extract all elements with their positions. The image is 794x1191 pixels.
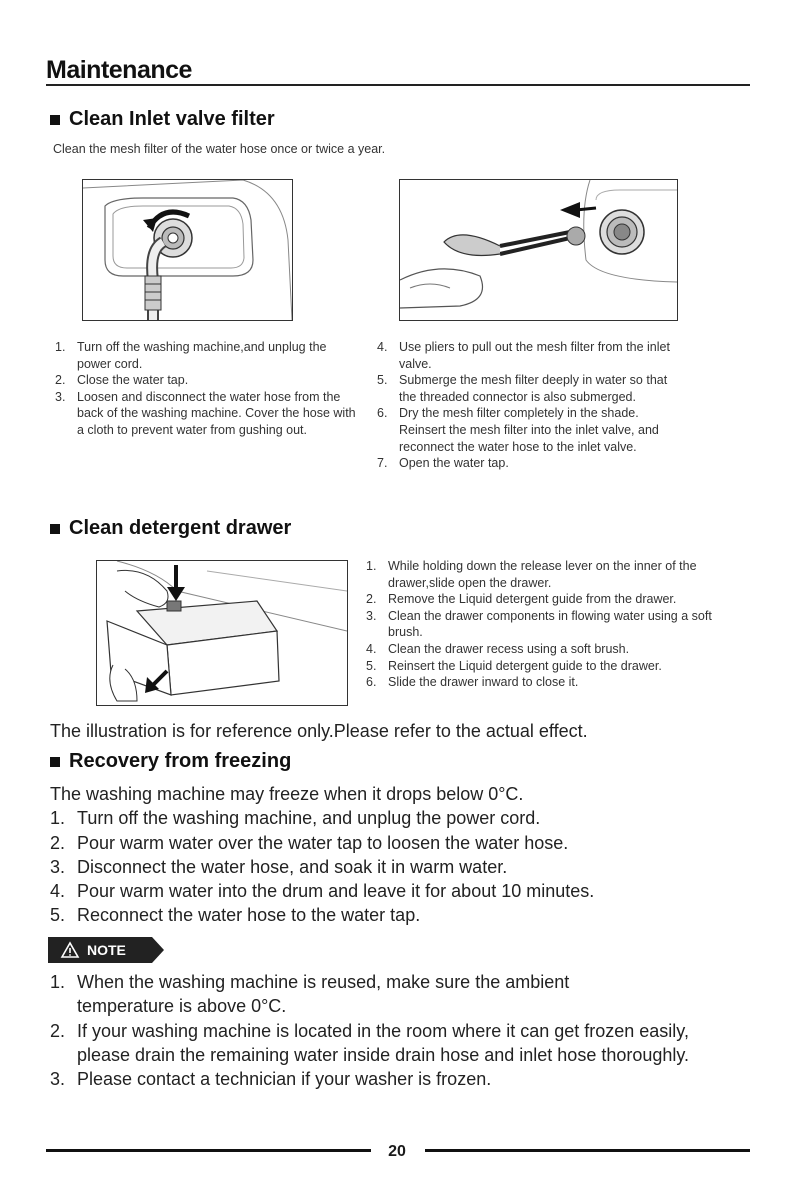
step-text: Reconnect the water hose to the water tap.	[77, 905, 421, 926]
step-text: Reinsert the Liquid detergent guide to the drawer.	[388, 658, 662, 673]
note-text: If your washing machine is located in the room where it can get frozen easily, please drain the remaining water inside drain hose and inlet hose thoroughly.	[77, 1020, 690, 1065]
figure-detergent-drawer	[96, 560, 348, 706]
footer-rule-right	[425, 1149, 750, 1152]
note-text: When the washing machine is reused, make sure the ambient temperature is above 0°C.	[77, 972, 570, 1017]
heading-text: Clean Inlet valve filter	[69, 108, 275, 130]
list-item	[366, 591, 726, 608]
pliers-filter-illustration	[400, 180, 677, 320]
inlet-steps-left	[55, 339, 363, 439]
list-item	[366, 608, 726, 641]
footer-rule-left	[46, 1149, 371, 1152]
figure-pliers-filter	[399, 179, 678, 321]
step-number: 1.	[50, 808, 66, 829]
step-text: While holding down the release lever on the inner of the drawer,slide open the drawer.	[388, 559, 697, 590]
list-item	[50, 1067, 750, 1091]
note-badge	[48, 937, 164, 963]
step-number: 6.	[377, 406, 388, 421]
step-number: 4.	[377, 340, 388, 354]
list-item	[366, 674, 726, 691]
bullet-square-icon	[50, 524, 60, 534]
freezing-intro: The washing machine may freeze when it drops below 0°C.	[50, 784, 524, 804]
step-number: 7.	[377, 456, 388, 471]
step-number: 6.	[366, 675, 377, 690]
step-text: Pour warm water into the drum and leave it for about 10 minutes.	[77, 881, 595, 902]
note-items	[50, 970, 750, 1091]
step-number: 3.	[55, 389, 66, 404]
step-number: 5.	[50, 905, 66, 926]
list-item	[50, 1019, 750, 1068]
step-text: Open the water tap.	[399, 456, 509, 471]
step-text: Submerge the mesh filter deeply in water so that the threaded connector is also submerged.	[399, 373, 668, 404]
list-item	[50, 806, 750, 830]
figure-inlet-hose	[82, 179, 293, 321]
list-item	[377, 339, 682, 372]
note-number: 3.	[50, 1069, 66, 1090]
list-item	[377, 455, 682, 472]
step-number: 2.	[50, 832, 66, 853]
list-item	[50, 903, 750, 927]
step-number: 4.	[50, 881, 66, 902]
list-item	[366, 641, 726, 658]
step-number: 2.	[55, 373, 66, 388]
heading-text: Recovery from freezing	[69, 750, 292, 772]
heading-text: Clean detergent drawer	[69, 517, 292, 539]
section-heading-drawer	[50, 517, 291, 540]
step-text: Close the water tap.	[77, 373, 189, 388]
list-item	[377, 372, 682, 405]
detergent-drawer-illustration	[97, 561, 347, 705]
section-heading-inlet	[50, 108, 275, 131]
list-item	[50, 970, 750, 1019]
bullet-square-icon	[50, 757, 60, 767]
step-number: 5.	[377, 373, 388, 388]
step-text: Slide the drawer inward to close it.	[388, 675, 579, 690]
section-heading-freezing	[50, 750, 291, 773]
inlet-steps-right	[377, 339, 682, 472]
list-item	[55, 339, 363, 372]
step-number: 1.	[366, 559, 377, 573]
note-label: NOTE	[87, 942, 126, 958]
page-title: Maintenance	[46, 56, 192, 84]
drawer-steps	[366, 558, 726, 691]
step-text: Disconnect the water hose, and soak it in warm water.	[77, 856, 508, 877]
step-number: 1.	[55, 340, 66, 354]
list-item	[55, 389, 363, 439]
step-number: 5.	[366, 658, 377, 673]
step-text: Dry the mesh filter completely in the shade. Reinsert the mesh filter into the inlet valve, and reconnect the water hose to the inlet valve.	[399, 406, 659, 454]
list-item	[377, 405, 682, 455]
note-number: 2.	[50, 1020, 66, 1041]
inlet-hose-illustration	[83, 180, 292, 320]
illustration-disclaimer: The illustration is for reference only.Please refer to the actual effect.	[50, 721, 588, 741]
list-item	[50, 855, 750, 879]
step-number: 4.	[366, 641, 377, 656]
step-text: Turn off the washing machine,and unplug the power cord.	[77, 340, 327, 371]
title-rule	[46, 84, 750, 86]
inlet-subtitle: Clean the mesh filter of the water hose once or twice a year.	[53, 142, 386, 156]
step-text: Loosen and disconnect the water hose from the back of the washing machine. Cover the hose with a cloth to prevent water from gushing out.	[77, 389, 356, 437]
step-number: 3.	[366, 608, 377, 623]
list-item	[366, 658, 726, 675]
list-item	[50, 831, 750, 855]
step-number: 3.	[50, 856, 66, 877]
freezing-steps	[50, 806, 750, 927]
note-text: Please contact a technician if your washer is frozen.	[77, 1069, 492, 1090]
bullet-square-icon	[50, 115, 60, 125]
step-text: Clean the drawer components in flowing water using a soft brush.	[388, 608, 712, 640]
list-item	[366, 558, 726, 591]
list-item	[50, 879, 750, 903]
step-text: Remove the Liquid detergent guide from the drawer.	[388, 592, 677, 607]
freezing-content	[50, 782, 750, 928]
page-number: 20	[388, 1143, 406, 1160]
list-item	[55, 372, 363, 389]
step-text: Turn off the washing machine, and unplug the power cord.	[77, 808, 541, 829]
step-text: Pour warm water over the water tap to loosen the water hose.	[77, 832, 569, 853]
step-number: 2.	[366, 592, 377, 607]
step-text: Use pliers to pull out the mesh filter from the inlet valve.	[399, 340, 670, 371]
step-text: Clean the drawer recess using a soft brush.	[388, 641, 630, 656]
note-number: 1.	[50, 972, 66, 992]
